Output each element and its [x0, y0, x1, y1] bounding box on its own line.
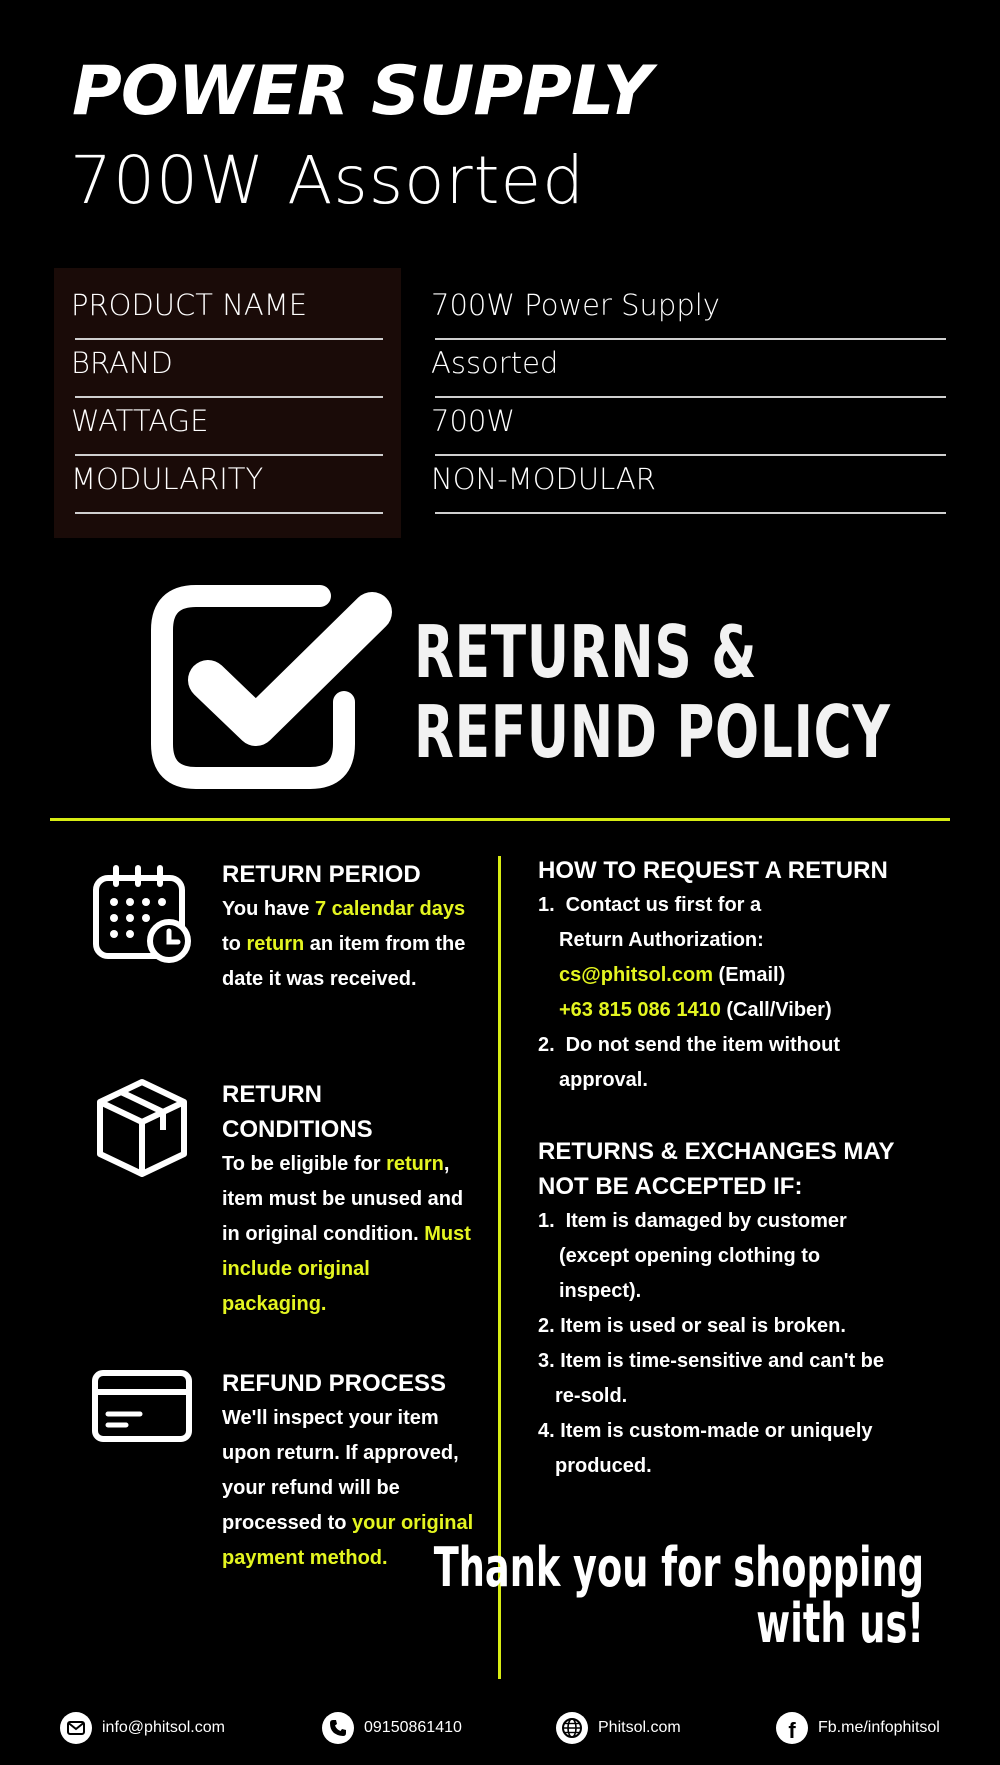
footer-phone-text: 09150861410	[364, 1719, 462, 1736]
credit-card-icon	[92, 1370, 192, 1447]
calendar-clock-icon	[92, 864, 192, 969]
section-divider-horizontal	[50, 818, 950, 821]
support-email-link[interactable]: cs@phitsol.com	[559, 964, 713, 986]
spec-label-wattage: WATTAGE	[71, 398, 383, 456]
return-conditions-text: To be eligible for return, item must be unused and in original condition. Must include original packaging.	[222, 1153, 471, 1315]
return-period-title: RETURN PERIOD	[222, 861, 421, 888]
footer-phone[interactable]	[322, 1710, 462, 1746]
page-title: POWER SUPPLY	[72, 52, 651, 131]
spec-value-product-name: 700W Power Supply	[431, 282, 946, 340]
page-subtitle: 700W Assorted	[70, 142, 586, 219]
footer-website-text: Phitsol.com	[598, 1719, 681, 1736]
return-period-text: You have 7 calendar days to return an item from the date it was received.	[222, 898, 466, 990]
not-accepted-list: 1. Item is damaged by customer (except opening clothing to inspect). 2. Item is used or seal is broken. 3. Item is time-sensitive and can't be re-sold. 4. Item is custom-made or uniquely produced.	[538, 1204, 968, 1484]
spec-value-wattage: 700W	[431, 398, 946, 456]
how-to-request-title: HOW TO REQUEST A RETURN	[538, 857, 888, 884]
spec-value-brand: Assorted	[431, 340, 946, 398]
return-conditions-title: RETURN CONDITIONS	[222, 1081, 373, 1143]
how-to-request-section	[538, 853, 968, 1098]
return-period-section	[222, 857, 474, 997]
spec-value-modularity: NON-MODULAR	[431, 456, 946, 514]
footer-email-text: info@phitsol.com	[102, 1719, 225, 1736]
mail-icon	[60, 1712, 92, 1744]
spec-label-modularity: MODULARITY	[71, 456, 383, 514]
footer-website[interactable]	[556, 1710, 681, 1746]
refund-process-title: REFUND PROCESS	[222, 1370, 447, 1397]
returns-banner-title: RETURNS & REFUND POLICY	[414, 610, 891, 774]
globe-icon	[556, 1712, 588, 1744]
refund-process-text: We'll inspect your item upon return. If approved, your refund will be processed to your original payment method.	[222, 1407, 474, 1569]
list-item: 1. Item is damaged by customer	[538, 1210, 847, 1232]
spec-label-product-name: PRODUCT NAME	[71, 282, 383, 340]
list-item: 3. Item is time-sensitive and can't be	[538, 1350, 884, 1372]
checkbox-check-icon	[150, 584, 396, 790]
how-to-request-steps: 1. Contact us first for a Return Authorization: cs@phitsol.com (Email) +63 815 086 1410 (Call/Viber) 2. Do not send the item without approval.	[538, 894, 840, 1091]
not-accepted-section	[538, 1134, 968, 1484]
spec-label-brand: BRAND	[71, 340, 383, 398]
list-item: 4. Item is custom-made or uniquely	[538, 1420, 873, 1442]
not-accepted-title: RETURNS & EXCHANGES MAY NOT BE ACCEPTED IF:	[538, 1138, 895, 1200]
footer-email[interactable]	[60, 1710, 225, 1746]
phone-icon	[322, 1712, 354, 1744]
return-conditions-section	[222, 1077, 474, 1322]
footer-facebook[interactable]	[776, 1710, 940, 1746]
thank-you-message: Thank you for shopping with us!	[433, 1536, 924, 1655]
support-phone-link[interactable]: +63 815 086 1410	[559, 999, 721, 1021]
list-item: 2. Item is used or seal is broken.	[538, 1315, 846, 1337]
footer-facebook-text: Fb.me/infophitsol	[818, 1719, 940, 1736]
box-icon	[94, 1078, 190, 1183]
facebook-icon: f	[776, 1712, 808, 1744]
